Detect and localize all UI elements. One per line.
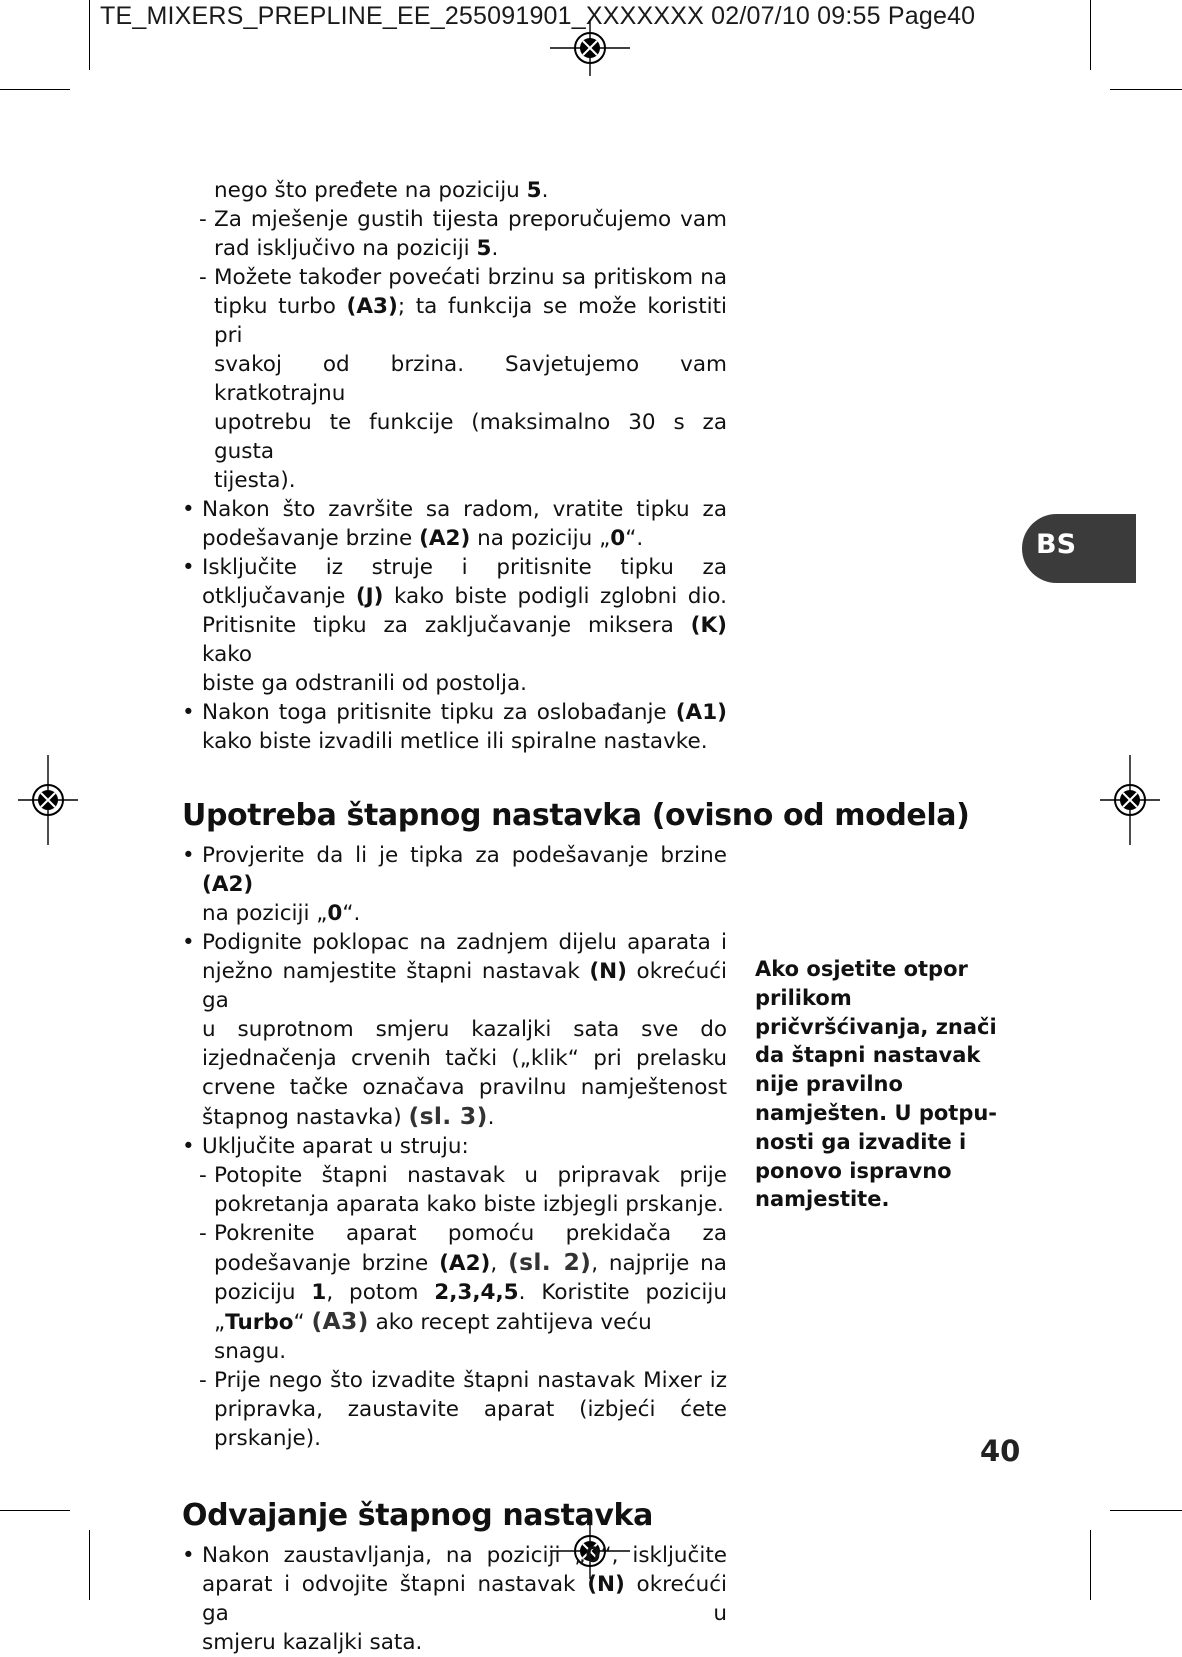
list-item: - Prije nego što izvadite štapni nastavak Mixer iz pripravka, zaustavite aparat (izbjeći ćete prskanje). <box>199 1368 727 1451</box>
dash-icon: - <box>199 1163 207 1188</box>
list-item: • Nakon zaustavljanja, na poziciji „0“, isključite aparat i odvojite štapni nastavak (N) okrećući ga u smjeru kazaljki sata. <box>182 1543 727 1655</box>
page-number: 40 <box>980 1434 1021 1468</box>
dash-icon: - <box>199 1368 207 1393</box>
list-item: - Potopite štapni nastavak u pripravak prije pokretanja aparata kako biste izbjegli prskanje. <box>199 1163 727 1217</box>
crop-mark-top-right-h <box>1110 89 1182 90</box>
language-tab-label: BS <box>1036 529 1077 560</box>
crop-mark-top-left-v <box>89 0 90 70</box>
section-heading-detach-attachment: Odvajanje štapnog nastavka <box>182 1498 653 1533</box>
bullet-icon: • <box>182 930 195 955</box>
button-reference: (A3) <box>311 1307 369 1335</box>
crop-mark-top-right-v <box>1090 0 1091 70</box>
bullet-icon: • <box>182 843 195 868</box>
registration-mark-icon <box>1100 755 1160 845</box>
language-tab <box>1022 514 1136 583</box>
registration-mark-icon <box>18 755 78 845</box>
crop-mark-bottom-right-h <box>1110 1510 1182 1511</box>
section-heading-stick-attachment: Upotreba štapnog nastavka (ovisno od modela) <box>182 798 970 833</box>
bullet-icon: • <box>182 700 195 725</box>
bullet-icon: • <box>182 497 195 522</box>
crop-mark-top-left-h <box>0 89 70 90</box>
figure-reference: (sl. 2) <box>508 1248 592 1276</box>
list-item: • Nakon toga pritisnite tipku za oslobađanje (A1) kako biste izvadili metlice ili spiralne nastavke. <box>182 700 727 754</box>
list-item: - Pokrenite aparat pomoću prekidača za podešavanje brzine (A2), (sl. 2), najprije na poziciju 1, potom 2,3,4,5. Koristite poziciju „Turbo“ (A3) ako recept zahtijeva veću snagu. <box>199 1221 727 1364</box>
bullet-icon: • <box>182 1134 195 1159</box>
list-item: • Provjerite da li je tipka za podešavanje brzine (A2) na poziciji „0“. <box>182 843 727 926</box>
list-item: • Podignite poklopac na zadnjem dijelu aparata i nježno namjestite štapni nastavak (N) okrećući ga u suprotnom smjeru kazaljki sata sve do izjednačenja crvenih tački („klik“ pri prelasku crvene tačke označava pravilnu namještenost štapnog nastavka) (sl. 3). <box>182 930 727 1130</box>
side-note-warning: Ako osjetite otpor prilikom pričvršćivanja, znači da štapni nastavak nije pravilno namješten. U potpu- nosti ga izvadite i ponovo ispravno namjestite. <box>755 957 998 1212</box>
crop-mark-bottom-left-h <box>0 1510 70 1511</box>
figure-reference: (sl. 3) <box>408 1102 488 1130</box>
bullet-icon: • <box>182 1543 195 1568</box>
bullet-icon: • <box>182 555 195 580</box>
print-slug: TE_MIXERS_PREPLINE_EE_255091901_XXXXXXX 02/07/10 09:55 Page40 <box>100 2 976 30</box>
list-item: - Za mješenje gustih tijesta preporučujemo vam rad isključivo na poziciji 5. <box>199 207 727 261</box>
list-item: - Možete također povećati brzinu sa pritiskom na tipku turbo (A3); ta funkcija se može koristiti pri svakoj od brzina. Savjetujemo vam kratkotrajnu upotrebu te funkcije (maksimalno 30 s za gusta tijesta). <box>199 265 727 493</box>
registration-mark-icon <box>550 20 630 76</box>
dash-icon: - <box>199 265 207 290</box>
list-item: • Isključite iz struje i pritisnite tipku za otključavanje (J) kako biste podigli zglobni dio. Pritisnite tipku za zaključavanje miksera (K) kako biste ga odstranili od postolja. <box>182 555 727 696</box>
list-item: • Nakon što završite sa radom, vratite tipku za podešavanje brzine (A2) na poziciju „0“. <box>182 497 727 551</box>
intro-continuation: nego što pređete na poziciju 5. <box>214 178 549 203</box>
list-item: • Uključite aparat u struju: <box>182 1134 469 1159</box>
crop-mark-bottom-right-v <box>1090 1530 1091 1600</box>
crop-mark-bottom-left-v <box>89 1530 90 1600</box>
dash-icon: - <box>199 207 207 232</box>
dash-icon: - <box>199 1221 207 1246</box>
